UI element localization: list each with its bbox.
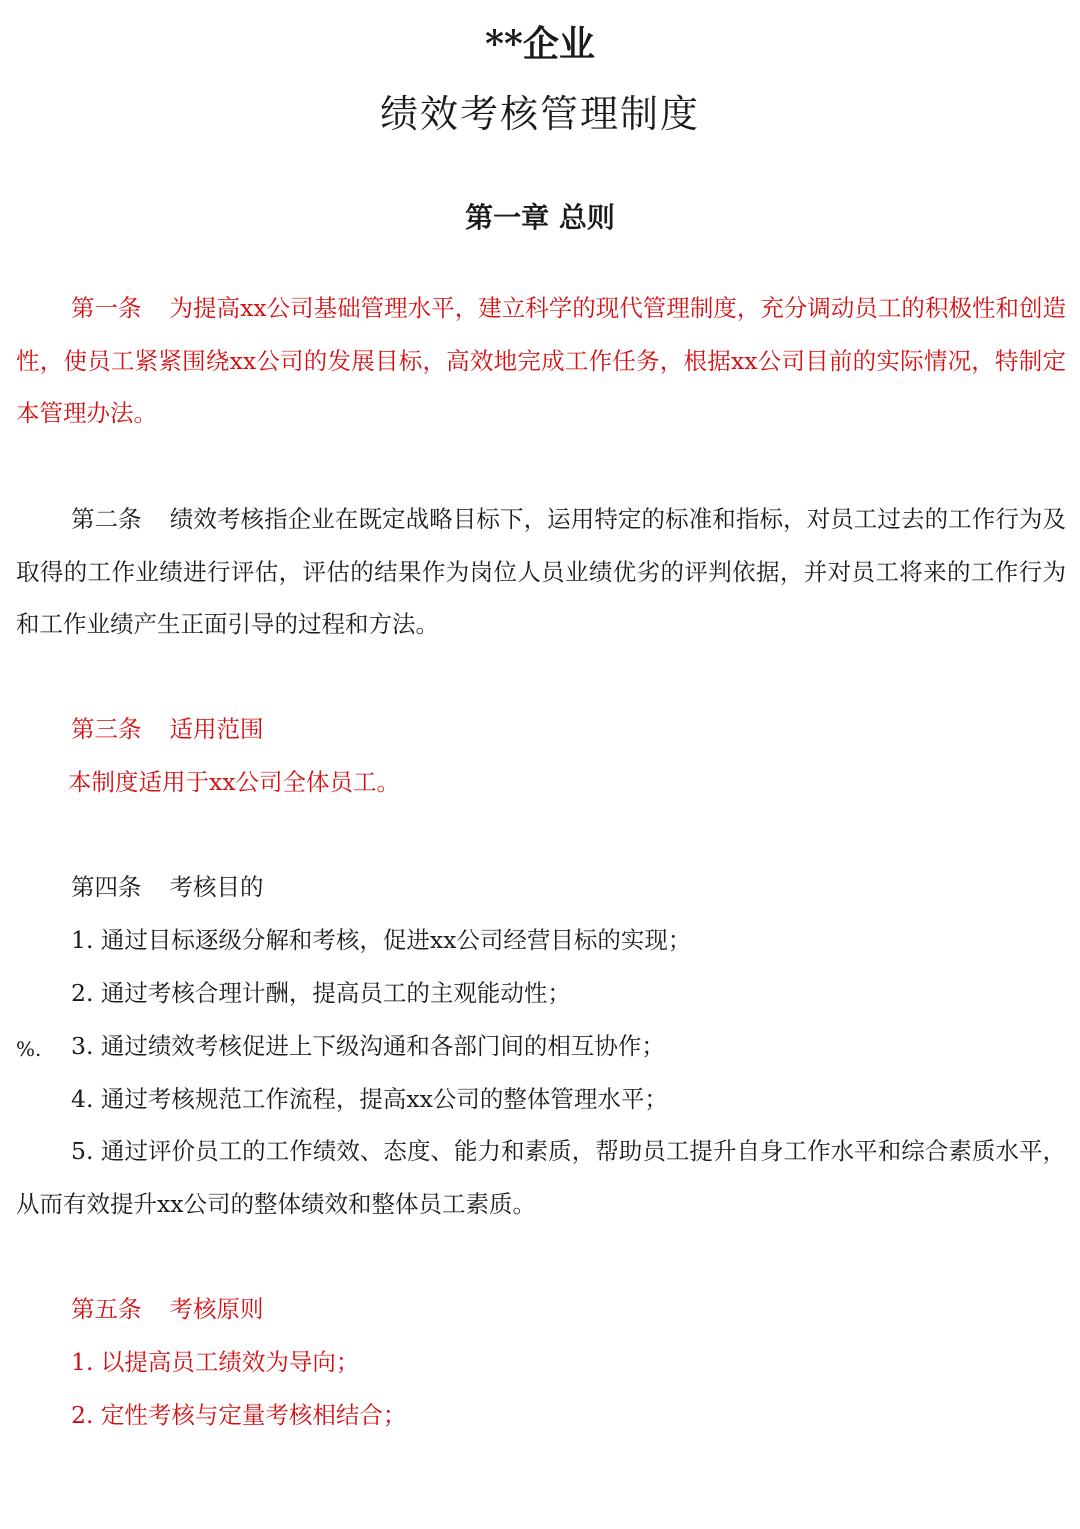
document-subtitle: 绩效考核管理制度 (379, 92, 700, 136)
stray-mark: %. (16, 1037, 42, 1061)
article-4-item-1: 1. 通过目标逐级分解和考核，促进xx公司经营目标的实现； (71, 926, 692, 954)
article-2-label: 第二条 (71, 505, 142, 533)
article-5-item-1: 1. 以提高员工绩效为导向； (71, 1348, 360, 1376)
article-1-label: 第一条 (71, 294, 142, 322)
article-4-heading: 考核目的 (169, 873, 264, 901)
article-3-heading: 适用范围 (169, 715, 264, 743)
article-3-heading-line (71, 712, 264, 746)
article-5-label: 第五条 (71, 1295, 142, 1323)
article-5-heading: 考核原则 (169, 1295, 264, 1323)
article-1-paragraph (16, 282, 1066, 440)
article-2-paragraph (16, 493, 1066, 651)
article-4-item-2: 2. 通过考核合理计酬，提高员工的主观能动性； (71, 979, 571, 1007)
article-1-text: 为提高xx公司基础管理水平，建立科学的现代管理制度，充分调动员工的积极性和创造性，使员工紧紧围绕xx公司的发展目标，高效地完成工作任务，根据xx公司目前的实际情况，特制定本管理办法。 (16, 294, 1067, 427)
article-3-label: 第三条 (71, 715, 142, 743)
article-4-label: 第四条 (71, 873, 142, 901)
article-4-item-4: 4. 通过考核规范工作流程，提高xx公司的整体管理水平； (71, 1085, 668, 1113)
article-3-text: 本制度适用于xx公司全体员工。 (68, 768, 401, 796)
article-2-text: 绩效考核指企业在既定战略目标下，运用特定的标准和指标，对员工过去的工作行为及取得的工作业绩进行评估，评估的结果作为岗位人员业绩优劣的评判依据，并对员工将来的工作行为和工作业绩产生正面引导的过程和方法。 (16, 505, 1067, 638)
article-4-heading-line (71, 870, 264, 904)
article-4-item-5: 5. 通过评价员工的工作绩效、态度、能力和素质，帮助员工提升自身工作水平和综合素质水平，从而有效提升xx公司的整体绩效和整体员工素质。 (16, 1137, 1066, 1218)
article-4-item-3: 3. 通过绩效考核促进上下级沟通和各部门间的相互协作； (71, 1032, 665, 1060)
document-title: **企业 (485, 23, 595, 65)
article-5-item-2: 2. 定性考核与定量考核相结合； (71, 1401, 407, 1429)
chapter-heading: 第一章 总则 (465, 201, 615, 234)
article-5-heading-line (71, 1292, 264, 1326)
